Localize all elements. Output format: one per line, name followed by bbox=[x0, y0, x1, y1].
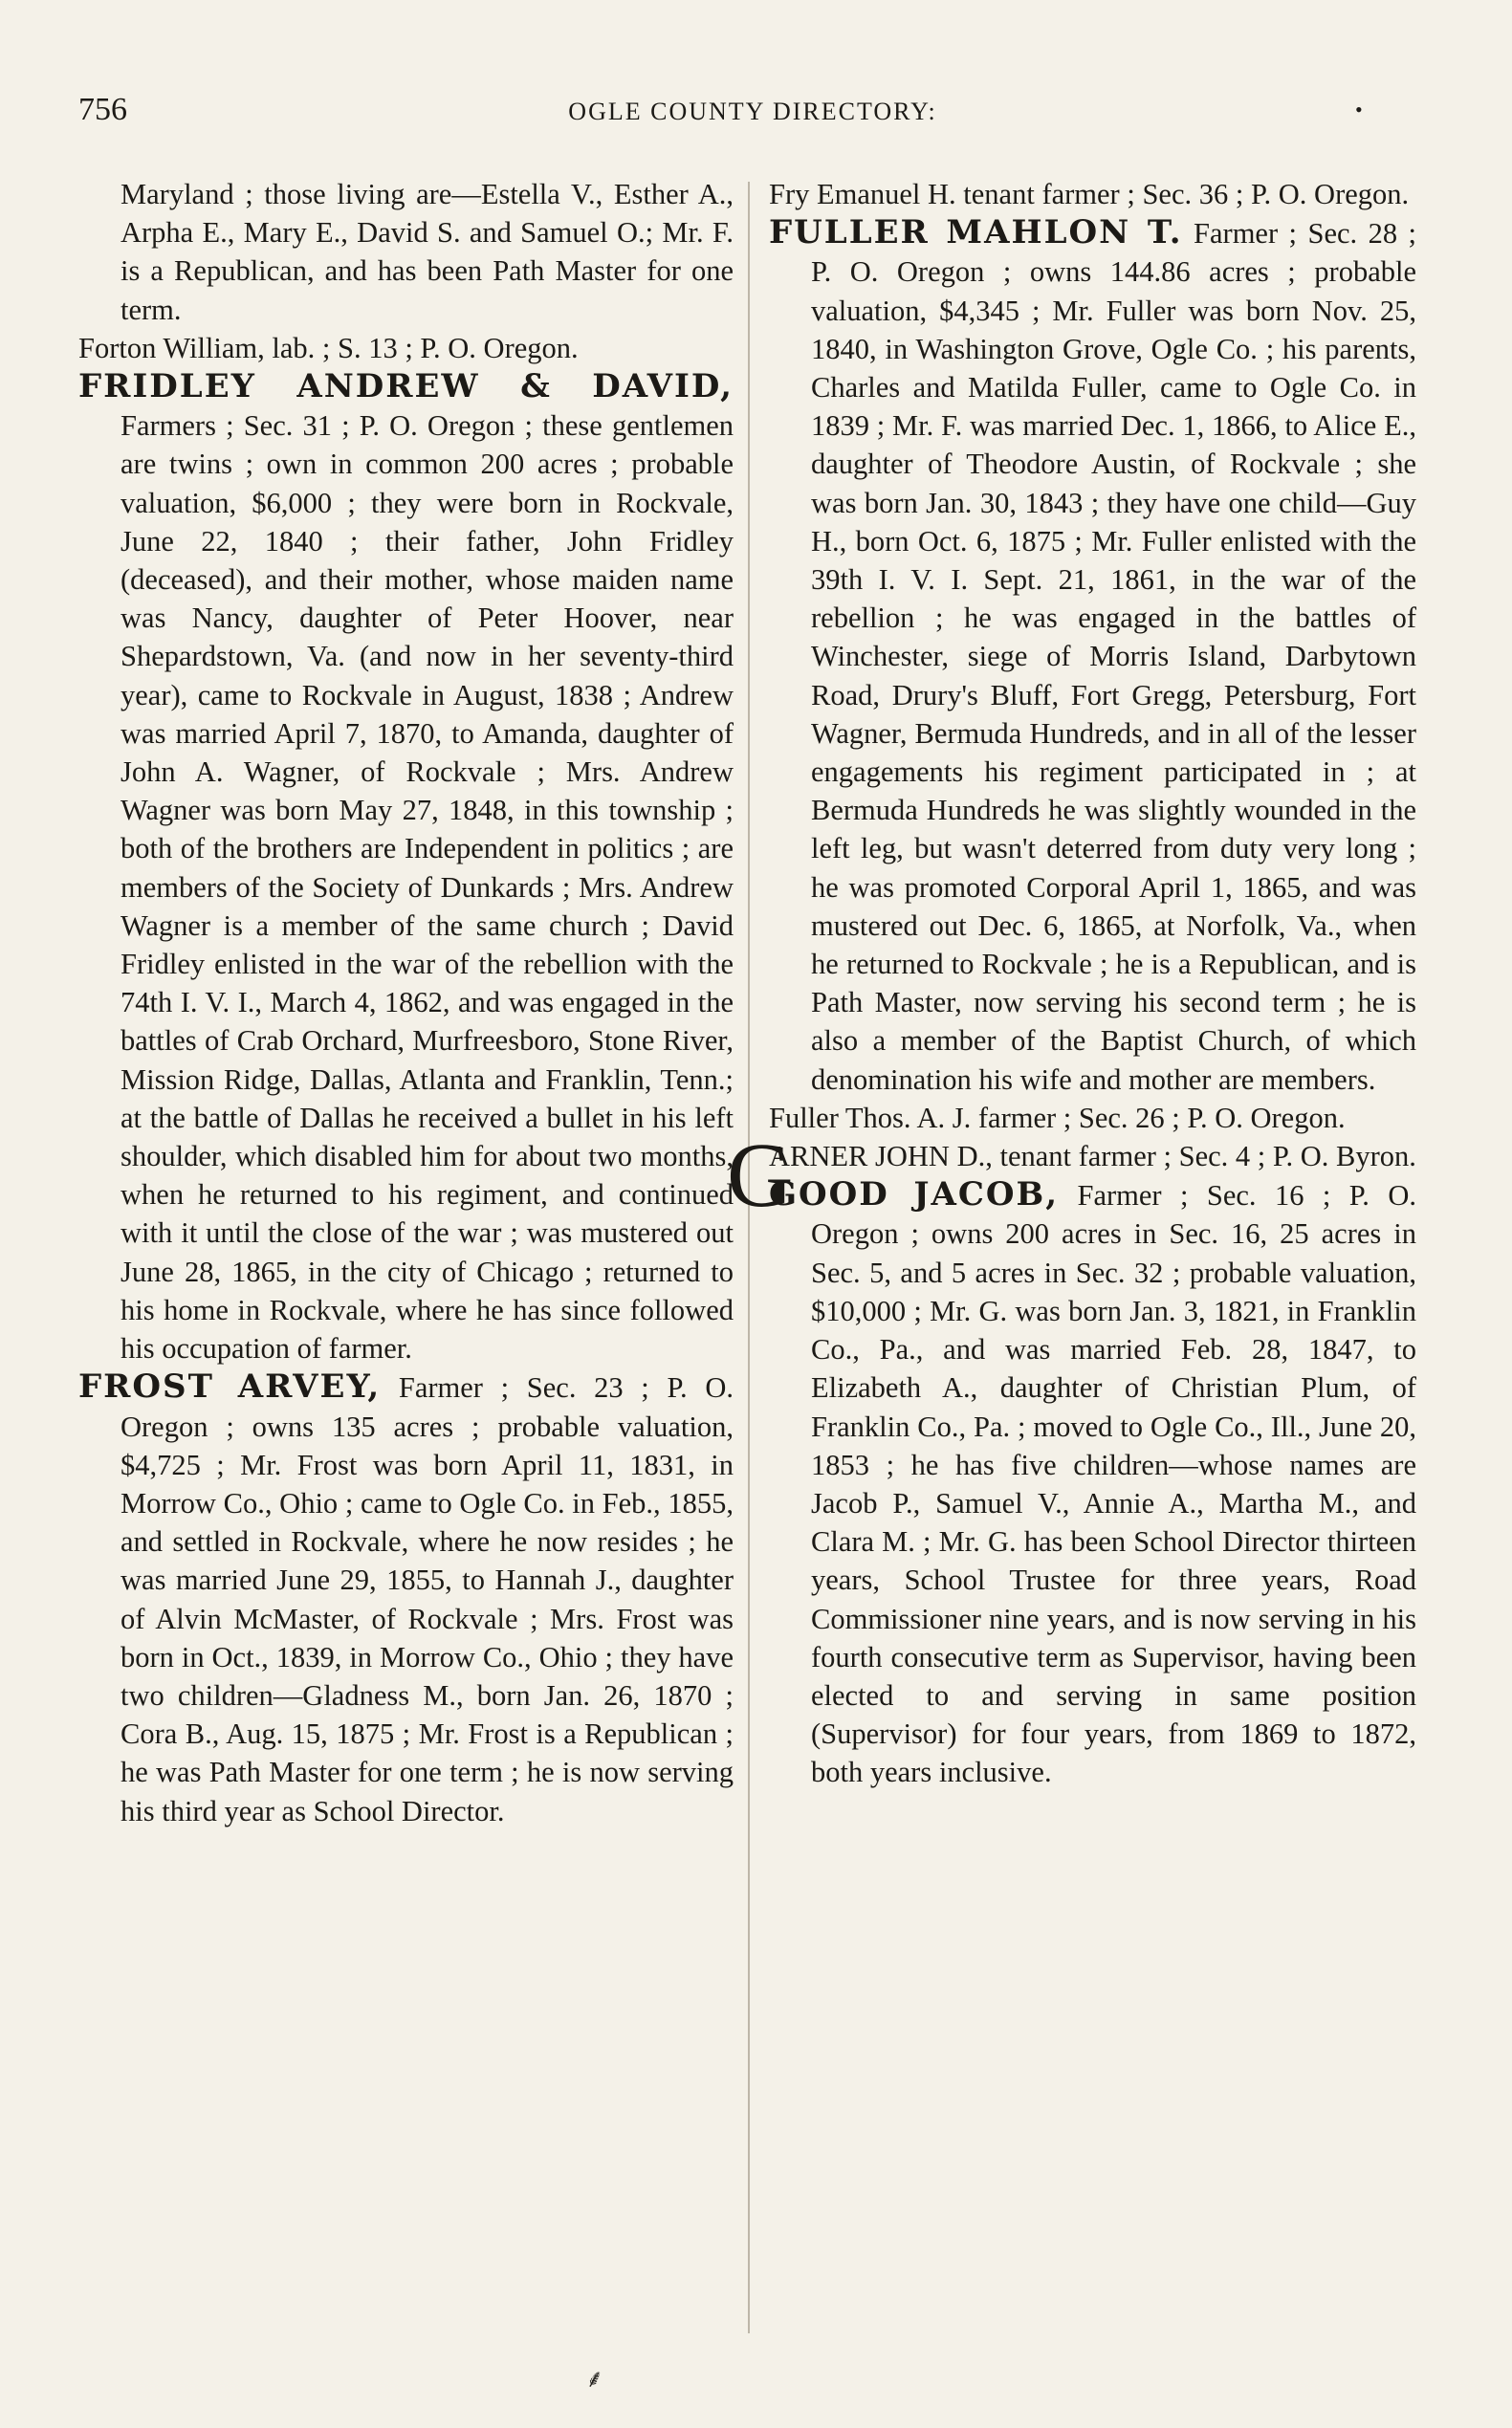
entry-continuation bbox=[121, 175, 734, 329]
entry-name: FRIDLEY ANDREW & DAVID, bbox=[78, 367, 734, 406]
page-header bbox=[78, 92, 1427, 130]
header-mark: • bbox=[1355, 98, 1363, 121]
entry-fuller-mahlon bbox=[769, 213, 1416, 1099]
entry-fridley bbox=[78, 367, 734, 1367]
entry-text: Farmers ; Sec. 31 ; P. O. Oregon ; these gentlemen are twins ; own in common 200 acres ; probable valuation, $6,000 ; they were born in Rockvale, June 22, 1840 ; their father, John Fridley (deceased), and their mother, whose maiden name was Nancy, daughter of Peter Hoover, near Shepardstown, Va. (and now in her seventy-third year), came to Rockvale in August, 1838 ; Andrew was married April 7, 1870, to Amanda, daughter of John A. Wagner, of Rockvale ; Mrs. Andrew Wagner was born May 27, 1848, in this township ; both of the brothers are Independent in politics ; are members of the Society of Dunkards ; Mrs. Andrew Wagner is a member of the same church ; David Fridley enlisted in the war of the rebellion with the 74th I. V. I., March 4, 1862, and was engaged in the battles of Crab Orchard, Murfreesboro, Stone River, Mission Ridge, Dallas, Atlanta and Franklin, Tenn.; at the battle of Dallas he received a bullet in his left shoulder, which disabled him for about two months, when he returned to his regiment, and continued with it until the close of the war ; was mustered out June 28, 1865, in the city of Chicago ; returned to his home in Rockvale, where he has since followed his occupation of farmer. bbox=[121, 409, 734, 1366]
right-column bbox=[727, 175, 1416, 1792]
entry-text: Forton William, lab. ; S. 13 ; P. O. Oregon. bbox=[78, 331, 579, 364]
entry-name: GOOD JACOB, bbox=[769, 1175, 1060, 1214]
entry-text: Fry Emanuel H. tenant farmer ; Sec. 36 ; P. O. Oregon. bbox=[769, 178, 1410, 210]
footer-mark: ⸙ bbox=[585, 2365, 604, 2394]
column-divider bbox=[748, 182, 750, 2333]
entry-fry-emanuel bbox=[769, 175, 1416, 213]
entry-forton-william bbox=[78, 329, 734, 367]
entry-text: Farmer ; Sec. 16 ; P. O. Oregon ; owns 200 acres in Sec. 16, 25 acres in Sec. 5, and 5 acres in Sec. 32 ; probable valuation, $10,000 ; Mr. G. was born Jan. 3, 1821, in Franklin Co., Pa., and was married Feb. 28, 1847, to Elizabeth A., daughter of Christian Plum, of Franklin Co., Pa. ; moved to Ogle Co., Ill., June 20, 1853 ; he has five children—whose names are Jacob P., Samuel V., Annie A., Martha M., and Clara M. ; Mr. G. has been School Director thirteen years, School Trustee for three years, Road Commissioner nine years, and is now serving in his fourth consecutive term as Supervisor, having been elected to and serving in same position (Supervisor) for four years, from 1869 to 1872, both years inclusive. bbox=[811, 1179, 1416, 1789]
entry-text: Farmer ; Sec. 28 ; P. O. Oregon ; owns 144.86 acres ; probable valuation, $4,345 ; Mr. Fuller was born Nov. 25, 1840, in Washington Grove, Ogle Co. ; his parents, Charles and Matilda Fuller, came to Ogle Co. in 1839 ; Mr. F. was married Dec. 1, 1866, to Alice E., daughter of Theodore Austin, of Rockvale ; she was born Jan. 30, 1843 ; they have one child—Guy H., born Oct. 6, 1875 ; Mr. Fuller enlisted with the 39th I. V. I. Sept. 21, 1861, in the war of the rebellion ; he was engaged in the battles of Winchester, siege of Morris Island, Darbytown Road, Drury's Bluff, Fort Gregg, Petersburg, Fort Wagner, Bermuda Hundreds, and in all of the lesser engagements his regiment participated in ; at Bermuda Hundreds he was slightly wounded in the left leg, but wasn't deterred from duty very long ; he was promoted Corporal April 1, 1865, and was mustered out Dec. 6, 1865, at Norfolk, Va., when he returned to Rockvale ; he is a Republican, and is Path Master, now serving his second term ; he is also a member of the Baptist Church, of which denomination his wife and mother are members. bbox=[811, 217, 1416, 1096]
entry-name: FULLER MAHLON T. bbox=[769, 213, 1183, 252]
entry-text: ARNER JOHN D., tenant farmer ; Sec. 4 ; P. O. Byron. bbox=[769, 1140, 1416, 1173]
entry-fuller-thos bbox=[769, 1099, 1416, 1137]
entry-frost bbox=[78, 1367, 734, 1829]
entry-text: Maryland ; those living are—Estella V., Esther A., Arpha E., Mary E., David S. and Samuel O.; Mr. F. is a Republican, and has been Path Master for one term. bbox=[121, 178, 734, 326]
entry-text: Farmer ; Sec. 23 ; P. O. Oregon ; owns 135 acres ; probable valuation, $4,725 ; Mr. Frost was born April 11, 1831, in Morrow Co., Ohio ; came to Ogle Co. in Feb., 1855, and settled in Rockvale, where he now resides ; he was married June 29, 1855, to Hannah J., daughter of Alvin McMaster, of Rockvale ; Mrs. Frost was born in Oct., 1839, in Morrow Co., Ohio ; they have two children—Gladness M., born Jan. 26, 1870 ; Cora B., Aug. 15, 1875 ; Mr. Frost is a Republican ; he was Path Master for one term ; he is now serving his third year as School Director. bbox=[121, 1371, 734, 1827]
drop-cap: G bbox=[727, 1124, 794, 1227]
entry-name: FROST ARVEY, bbox=[78, 1367, 382, 1407]
page-number: 756 bbox=[78, 92, 127, 127]
left-column bbox=[78, 175, 734, 1830]
running-head: OGLE COUNTY DIRECTORY: bbox=[568, 98, 937, 125]
entry-good-jacob bbox=[769, 1175, 1416, 1791]
entry-text: Fuller Thos. A. J. farmer ; Sec. 26 ; P. O. Oregon. bbox=[769, 1101, 1346, 1134]
